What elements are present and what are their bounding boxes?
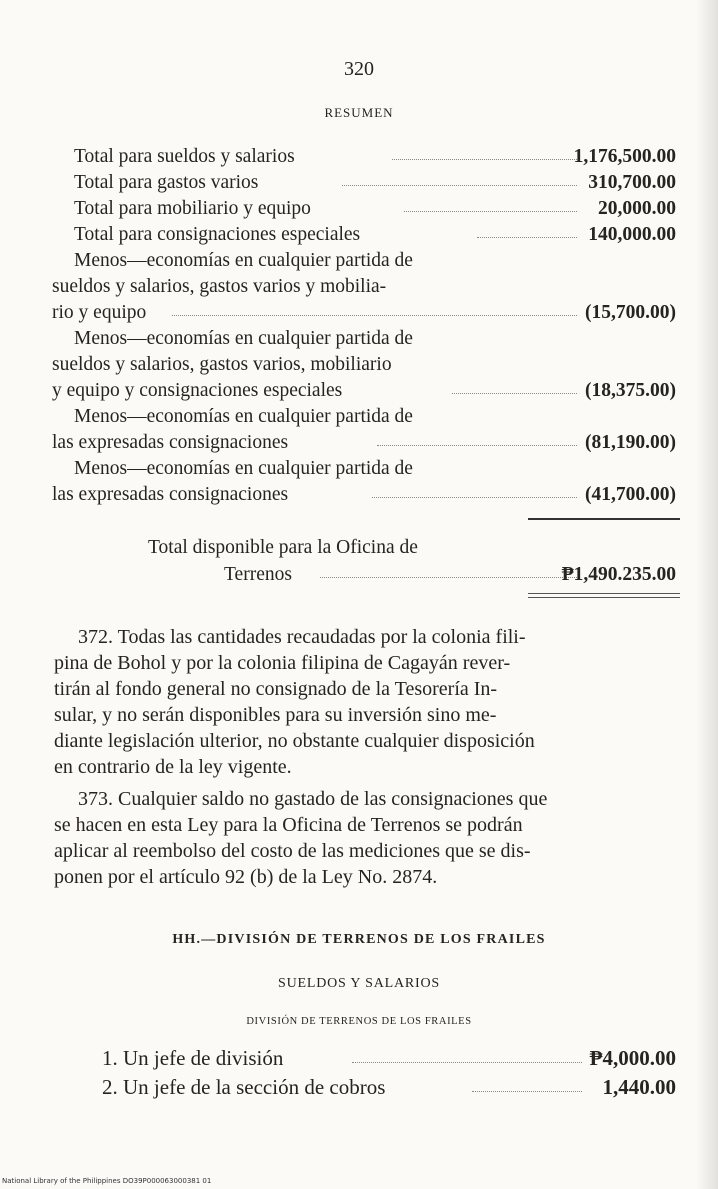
deduction-line — [52, 430, 676, 456]
dot-leader — [352, 1062, 582, 1063]
paragraph-line: diante legislación ulterior, no obstante cualquier disposición — [54, 730, 535, 752]
dot-leader — [452, 393, 577, 394]
deduction-label: rio y equipo — [52, 302, 147, 323]
item-label: 1. Un jefe de división — [102, 1046, 284, 1070]
deduction-text: sueldos y salarios, gastos varios, mobiliario — [52, 354, 392, 375]
deduction-amount: (15,700.00) — [585, 302, 676, 323]
deduction-text: Menos—economías en cualquier partida de — [74, 406, 413, 427]
page-number: 320 — [344, 58, 374, 80]
paragraph-373 — [54, 786, 682, 890]
sum-rule — [528, 518, 680, 520]
dot-leader — [372, 497, 577, 498]
dot-leader — [320, 577, 577, 578]
deduction-line — [52, 300, 676, 326]
item-amount: ₱4,000.00 — [589, 1046, 676, 1070]
summary-line-label: Total para sueldos y salarios — [74, 146, 295, 167]
total-label: Terrenos — [224, 564, 292, 585]
paragraph-line: sular, y no serán disponibles para su inversión sino me- — [54, 704, 497, 726]
paragraph-line: tirán al fondo general no consignado de la Tesorería In- — [54, 678, 498, 700]
total-line — [52, 562, 676, 588]
total-amount: ₱1,490.235.00 — [561, 564, 676, 585]
summary-line-label: Total para mobiliario y equipo — [74, 198, 311, 219]
deduction-text: Menos—economías en cualquier partida de — [74, 458, 413, 479]
deduction-line — [52, 378, 676, 404]
deduction-line — [52, 482, 676, 508]
summary-line-amount: 20,000.00 — [598, 198, 676, 219]
double-rule-top — [528, 593, 680, 594]
paragraph-line: pina de Bohol y por la colonia filipina de Cagayán rever- — [54, 652, 511, 674]
dot-leader — [477, 237, 577, 238]
deduction-label: y equipo y consignaciones especiales — [52, 380, 343, 401]
paragraph-line: 372. Todas las cantidades recaudadas por la colonia fili- — [78, 626, 526, 648]
summary-line-amount: 310,700.00 — [588, 172, 676, 193]
item-amount: 1,440.00 — [602, 1075, 676, 1099]
deduction-label: las expresadas consignaciones — [52, 432, 289, 453]
paragraph-line: ponen por el artículo 92 (b) de la Ley No. 2874. — [54, 866, 438, 888]
dot-leader — [377, 445, 577, 446]
item-label: 2. Un jefe de la sección de cobros — [102, 1075, 386, 1099]
deduction-amount: (18,375.00) — [585, 380, 676, 401]
dot-leader — [342, 185, 577, 186]
deduction-text: sueldos y salarios, gastos varios y mobilia- — [52, 276, 387, 297]
section-subsubtitle: DIVISIÓN DE TERRENOS DE LOS FRAILES — [246, 1016, 472, 1027]
section-subtitle: SUELDOS Y SALARIOS — [278, 976, 440, 991]
footer-note: National Library of the Philippines DO39P000063000381 01 — [2, 1177, 212, 1185]
paragraph-line: en contrario de la ley vigente. — [54, 756, 292, 778]
summary-line-label: Total para gastos varios — [74, 172, 259, 193]
dot-leader — [172, 315, 577, 316]
summary-line-amount: 1,176,500.00 — [573, 146, 676, 167]
summary-line — [52, 170, 676, 196]
page-edge-shadow — [696, 0, 718, 1189]
dot-leader — [472, 1091, 582, 1092]
paragraph-line: 373. Cualquier saldo no gastado de las consignaciones que — [78, 788, 548, 810]
item-line — [52, 1072, 676, 1102]
summary-line-amount: 140,000.00 — [588, 224, 676, 245]
double-rule-bottom — [528, 597, 680, 598]
paragraph-line: se hacen en esta Ley para la Oficina de Terrenos se podrán — [54, 814, 523, 836]
deduction-text: Menos—economías en cualquier partida de — [74, 328, 413, 349]
summary-line — [52, 196, 676, 222]
deduction-label: las expresadas consignaciones — [52, 484, 289, 505]
deduction-amount: (41,700.00) — [585, 484, 676, 505]
section-title: HH.—DIVISIÓN DE TERRENOS DE LOS FRAILES — [172, 932, 546, 947]
paragraph-line: aplicar al reembolso del costo de las mediciones que se dis- — [54, 840, 531, 862]
summary-heading: RESUMEN — [324, 105, 394, 120]
deduction-text: Menos—economías en cualquier partida de — [74, 250, 413, 271]
summary-line — [52, 222, 676, 248]
paragraph-372 — [54, 624, 682, 780]
summary-line — [52, 144, 676, 170]
total-label: Total disponible para la Oficina de — [148, 537, 418, 558]
dot-leader — [392, 159, 577, 160]
dot-leader — [404, 211, 577, 212]
summary-line-label: Total para consignaciones especiales — [74, 224, 361, 245]
item-line — [52, 1043, 676, 1073]
deduction-amount: (81,190.00) — [585, 432, 676, 453]
